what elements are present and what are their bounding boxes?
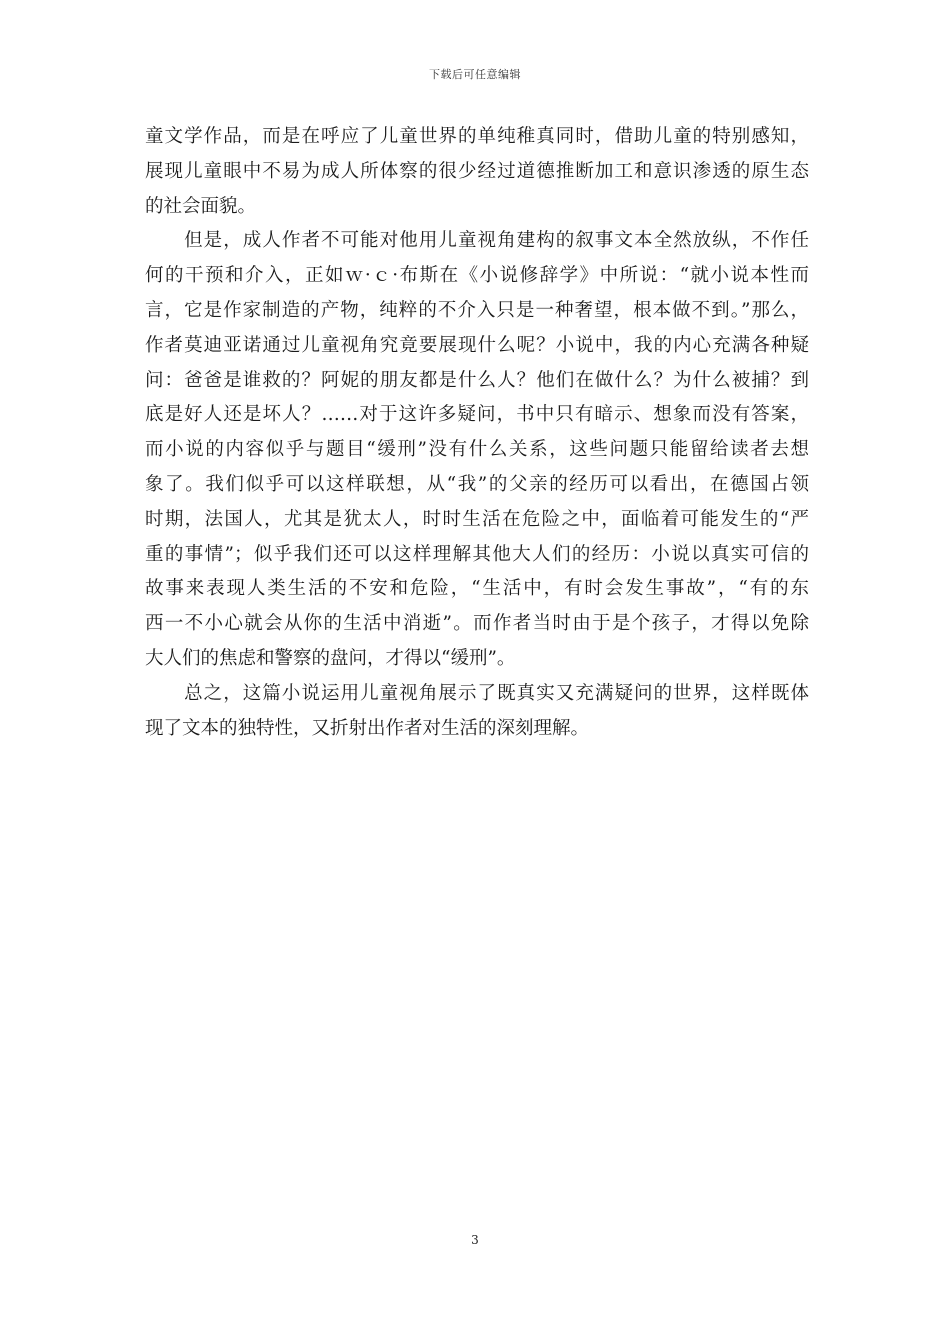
text-line: 作者莫迪亚诺通过儿童视角究竟要展现什么呢？小说中，我的内心充满各种疑 <box>145 334 809 356</box>
text-line: 重的事情”；似乎我们还可以这样理解其他大人们的经历：小说以真实可信的 <box>145 543 809 565</box>
text-line: 问：爸爸是谁救的？阿妮的朋友都是什么人？他们在做什么？为什么被捕？到 <box>145 369 809 391</box>
page-header: 下载后可任意编辑 <box>429 68 521 81</box>
text-line: 展现儿童眼中不易为成人所体察的很少经过道德推断加工和意识渗透的原生态 <box>145 160 809 182</box>
text-line: 而小说的内容似乎与题目“缓刑”没有什么关系，这些问题只能留给读者去想 <box>145 439 809 461</box>
text-line: 何的干预和介入，正如ｗ·ｃ·布斯在《小说修辞学》中所说：“就小说本性而 <box>145 265 809 287</box>
page-number: 3 <box>471 1233 479 1247</box>
text-line: 大人们的焦虑和警察的盘问，才得以“缓刑”。 <box>145 647 516 669</box>
paragraph-1 <box>145 120 809 224</box>
text-line: 底是好人还是坏人？……对于这许多疑问，书中只有暗示、想象而没有答案， <box>145 404 809 426</box>
text-line: 的社会面貌。 <box>145 195 257 217</box>
text-line: 象了。我们似乎可以这样联想，从“我”的父亲的经历可以看出，在德国占领 <box>145 473 809 495</box>
text-line: 故事来表现人类生活的不安和危险，“生活中，有时会发生事故”，“有的东 <box>145 578 809 600</box>
text-line: 西一不小心就会从你的生活中消逝”。而作者当时由于是个孩子，才得以免除 <box>145 613 809 635</box>
text-line: 但是，成人作者不可能对他用儿童视角建构的叙事文本全然放纵，不作任 <box>145 230 809 252</box>
document-body <box>145 120 809 746</box>
text-line: 童文学作品，而是在呼应了儿童世界的单纯稚真同时，借助儿童的特别感知， <box>145 126 809 147</box>
text-line: 现了文本的独特性，又折射出作者对生活的深刻理解。 <box>145 717 590 739</box>
text-line: 总之，这篇小说运用儿童视角展示了既真实又充满疑问的世界，这样既体 <box>145 682 809 704</box>
paragraph-3 <box>145 677 809 747</box>
text-line: 言，它是作家制造的产物，纯粹的不介入只是一种奢望，根本做不到。”那么， <box>145 299 809 321</box>
text-line: 时期，法国人，尤其是犹太人，时时生活在危险之中，面临着可能发生的“严 <box>145 508 809 530</box>
paragraph-2 <box>145 224 809 676</box>
